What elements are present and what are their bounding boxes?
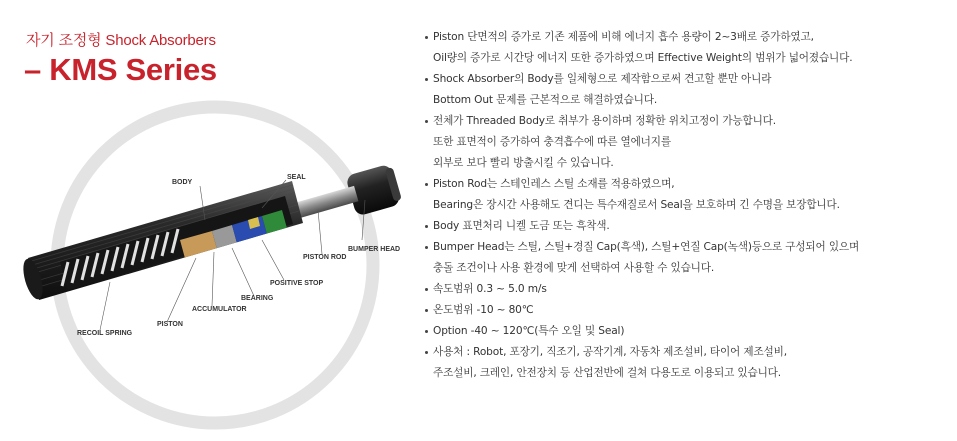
feature-item	[424, 237, 949, 279]
feature-line: Piston 단면적의 증가로 기존 제품에 비해 에너지 흡수 용량이 2~3배로 증가하였고,	[433, 31, 814, 43]
label-piston-rod: PISTON ROD	[303, 254, 347, 261]
feature-item	[424, 174, 949, 216]
series-title: – KMS Series	[24, 52, 217, 87]
feature-item	[424, 216, 949, 237]
feature-line: Shock Absorber의 Body를 일체형으로 제작함으로써 견고할 뿐만 아니라	[433, 73, 772, 85]
label-recoil-spring: RECOIL SPRING	[77, 330, 133, 337]
feature-line: 속도범위 0.3 ~ 5.0 m/s	[433, 283, 547, 295]
feature-item	[424, 279, 949, 300]
feature-line: 외부로 보다 빨리 방출시킬 수 있습니다.	[433, 157, 614, 169]
feature-item	[424, 111, 949, 174]
feature-line: Bearing은 장시간 사용해도 견디는 특수재질로서 Seal을 보호하며 긴 수명을 보장합니다.	[433, 199, 840, 211]
feature-item	[424, 27, 949, 69]
label-body: BODY	[172, 179, 193, 186]
label-bumper-head: BUMPER HEAD	[348, 246, 401, 253]
shock-absorber-illustration	[0, 100, 420, 441]
feature-line: 사용처 : Robot, 포장기, 직조기, 공작기계, 자동차 제조설비, 타이어 제조설비,	[433, 346, 787, 358]
series-subtitle: 자기 조정형 Shock Absorbers	[26, 32, 216, 49]
feature-line: Body 표면처리 니켈 도금 또는 흑착색.	[433, 220, 610, 232]
feature-list	[424, 27, 949, 384]
feature-line: 온도범위 -10 ~ 80℃	[433, 304, 534, 316]
feature-line: Bumper Head는 스틸, 스틸+경질 Cap(흑색), 스틸+연질 Cap(녹색)등으로 구성되어 있으며	[433, 241, 860, 253]
label-positive-stop: POSITIVE STOP	[270, 280, 324, 287]
feature-line: Option -40 ~ 120℃(특수 오일 및 Seal)	[433, 325, 625, 337]
feature-item	[424, 321, 949, 342]
label-bearing: BEARING	[241, 295, 274, 302]
feature-line: 또한 표면적이 증가하여 충격흡수에 따른 열에너지를	[433, 136, 671, 148]
feature-item	[424, 69, 949, 111]
label-piston: PISTON	[157, 321, 183, 328]
feature-line: Bottom Out 문제를 근본적으로 해결하였습니다.	[433, 94, 658, 106]
feature-line: 충돌 조건이나 사용 환경에 맞게 선택하여 사용할 수 있습니다.	[433, 262, 715, 274]
feature-line: Oil량의 증가로 시간당 에너지 또한 증가하였으며 Effective Weight의 범위가 넓어졌습니다.	[433, 52, 853, 64]
label-accumulator: ACCUMULATOR	[192, 306, 247, 313]
feature-line: 주조설비, 크레인, 안전장치 등 산업전반에 걸쳐 다용도로 이용되고 있습니다.	[433, 367, 781, 379]
label-seal: SEAL	[287, 174, 306, 181]
feature-item	[424, 342, 949, 384]
feature-line: Piston Rod는 스테인레스 스틸 소재를 적용하였으며,	[433, 178, 675, 190]
feature-line: 전체가 Threaded Body로 취부가 용이하며 정확한 위치고정이 가능합니다.	[433, 115, 776, 127]
feature-item	[424, 300, 949, 321]
